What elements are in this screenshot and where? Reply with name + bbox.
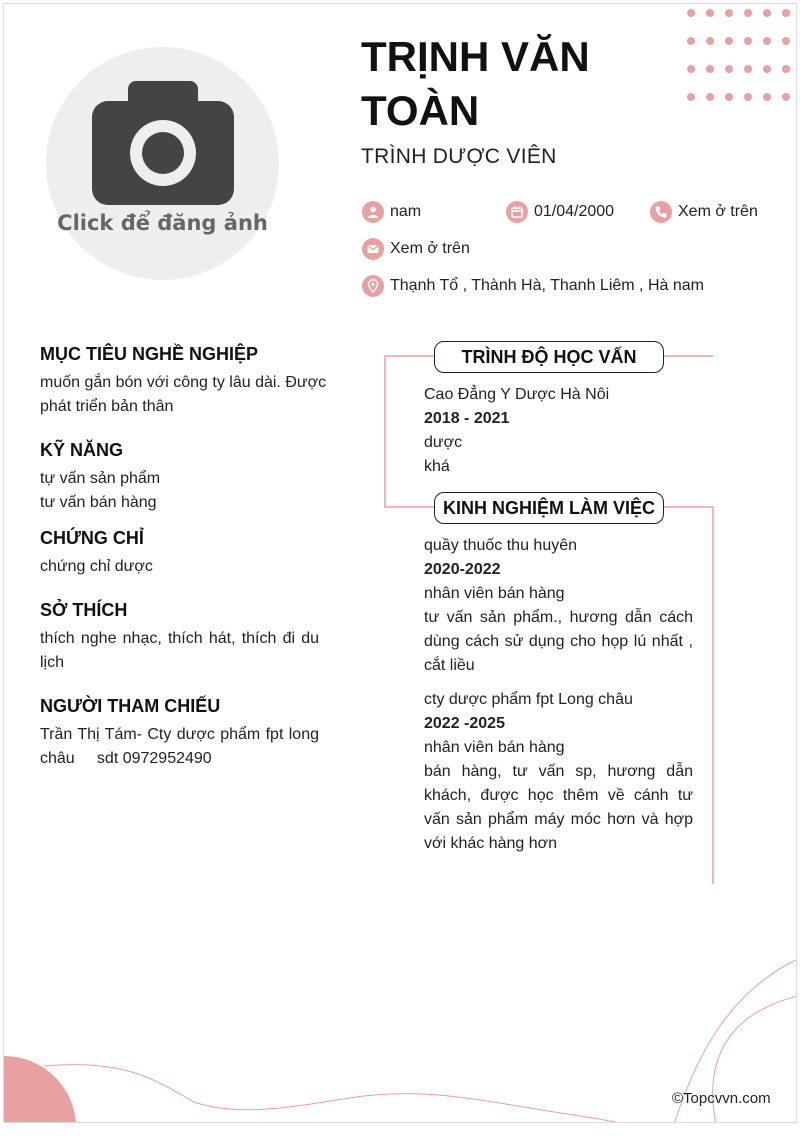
calendar-icon <box>506 201 528 223</box>
hobbies-text: thích nghe nhạc, thích hát, thích đi du lịch <box>40 630 319 671</box>
phone-value: Xem ở trên <box>678 203 758 220</box>
info-birthday <box>506 200 614 224</box>
job-position: nhân viên bán hàng <box>424 739 565 756</box>
avatar-label: Click để đăng ảnh <box>57 211 268 235</box>
education-period: 2018 - 2021 <box>424 410 510 427</box>
job-position: nhân viên bán hàng <box>424 585 565 602</box>
experience-heading: KINH NGHIỆM LÀM VIỆC <box>434 492 664 524</box>
location-pin-icon <box>362 275 384 297</box>
certificates-heading: CHỨNG CHỈ <box>40 528 144 548</box>
education-major: dược <box>424 434 463 451</box>
certificate-item: chứng chỉ dược <box>40 558 153 575</box>
camera-icon <box>92 81 234 205</box>
full-name: TRỊNH VĂN TOÀN <box>361 33 590 134</box>
education-school: Cao Đẳng Y Dược Hà Nôi <box>424 386 610 403</box>
info-email <box>362 237 470 261</box>
gender-value: nam <box>390 203 422 220</box>
skill-item: tư vấn bán hàng <box>40 494 157 511</box>
objective-text: muốn gắn bón với công ty lâu dài. Được phát triển bản thân <box>40 374 327 415</box>
skills-heading: KỸ NĂNG <box>40 440 124 460</box>
corner-circle-shape <box>4 1056 76 1123</box>
education-grade: khá <box>424 458 450 475</box>
info-phone <box>650 200 758 224</box>
job-period: 2020-2022 <box>424 561 501 578</box>
mail-icon <box>362 238 384 260</box>
references-heading: NGƯỜI THAM CHIẾU <box>40 696 221 716</box>
dot-grid-decoration <box>687 9 797 109</box>
avatar-upload[interactable] <box>46 47 279 280</box>
birthday-value: 01/04/2000 <box>534 203 615 220</box>
cv-page <box>3 3 797 1123</box>
address-value: Thạnh Tổ , Thành Hà, Thanh Liêm , Hà nam <box>390 277 704 294</box>
skill-item: tự vấn sản phẩm <box>40 470 161 487</box>
job-description: bán hàng, tư vấn sp, hương dẫn khách, được học thêm về cánh tư vấn sản phẩm máy móc hơn và hợp với khác hàng hơn <box>424 763 693 852</box>
hobbies-heading: SỞ THÍCH <box>40 600 128 620</box>
info-address <box>362 274 704 298</box>
references-text: Trần Thị Tám- Cty dược phẩm fpt long châu sdt 0972952490 <box>40 726 324 767</box>
email-value: Xem ở trên <box>390 240 470 257</box>
job-company: quầy thuốc thu huyên <box>424 537 578 554</box>
education-heading: TRÌNH ĐỘ HỌC VẤN <box>434 341 664 373</box>
job-description: tư vấn sản phẩm., hương dẫn cách dùng cách sử dụng cho họp lú nhất , cắt liều <box>424 609 693 674</box>
job-period: 2022 -2025 <box>424 715 505 732</box>
info-gender <box>362 200 421 224</box>
job-title: TRÌNH DƯỢC VIÊN <box>361 145 557 168</box>
objective-heading: MỤC TIÊU NGHỀ NGHIỆP <box>40 344 259 364</box>
phone-icon <box>650 201 672 223</box>
job-company: cty dược phẩm fpt Long châu <box>424 691 633 708</box>
footer-copyright[interactable]: ©Topcvvn.com <box>672 1090 771 1107</box>
person-icon <box>362 201 384 223</box>
